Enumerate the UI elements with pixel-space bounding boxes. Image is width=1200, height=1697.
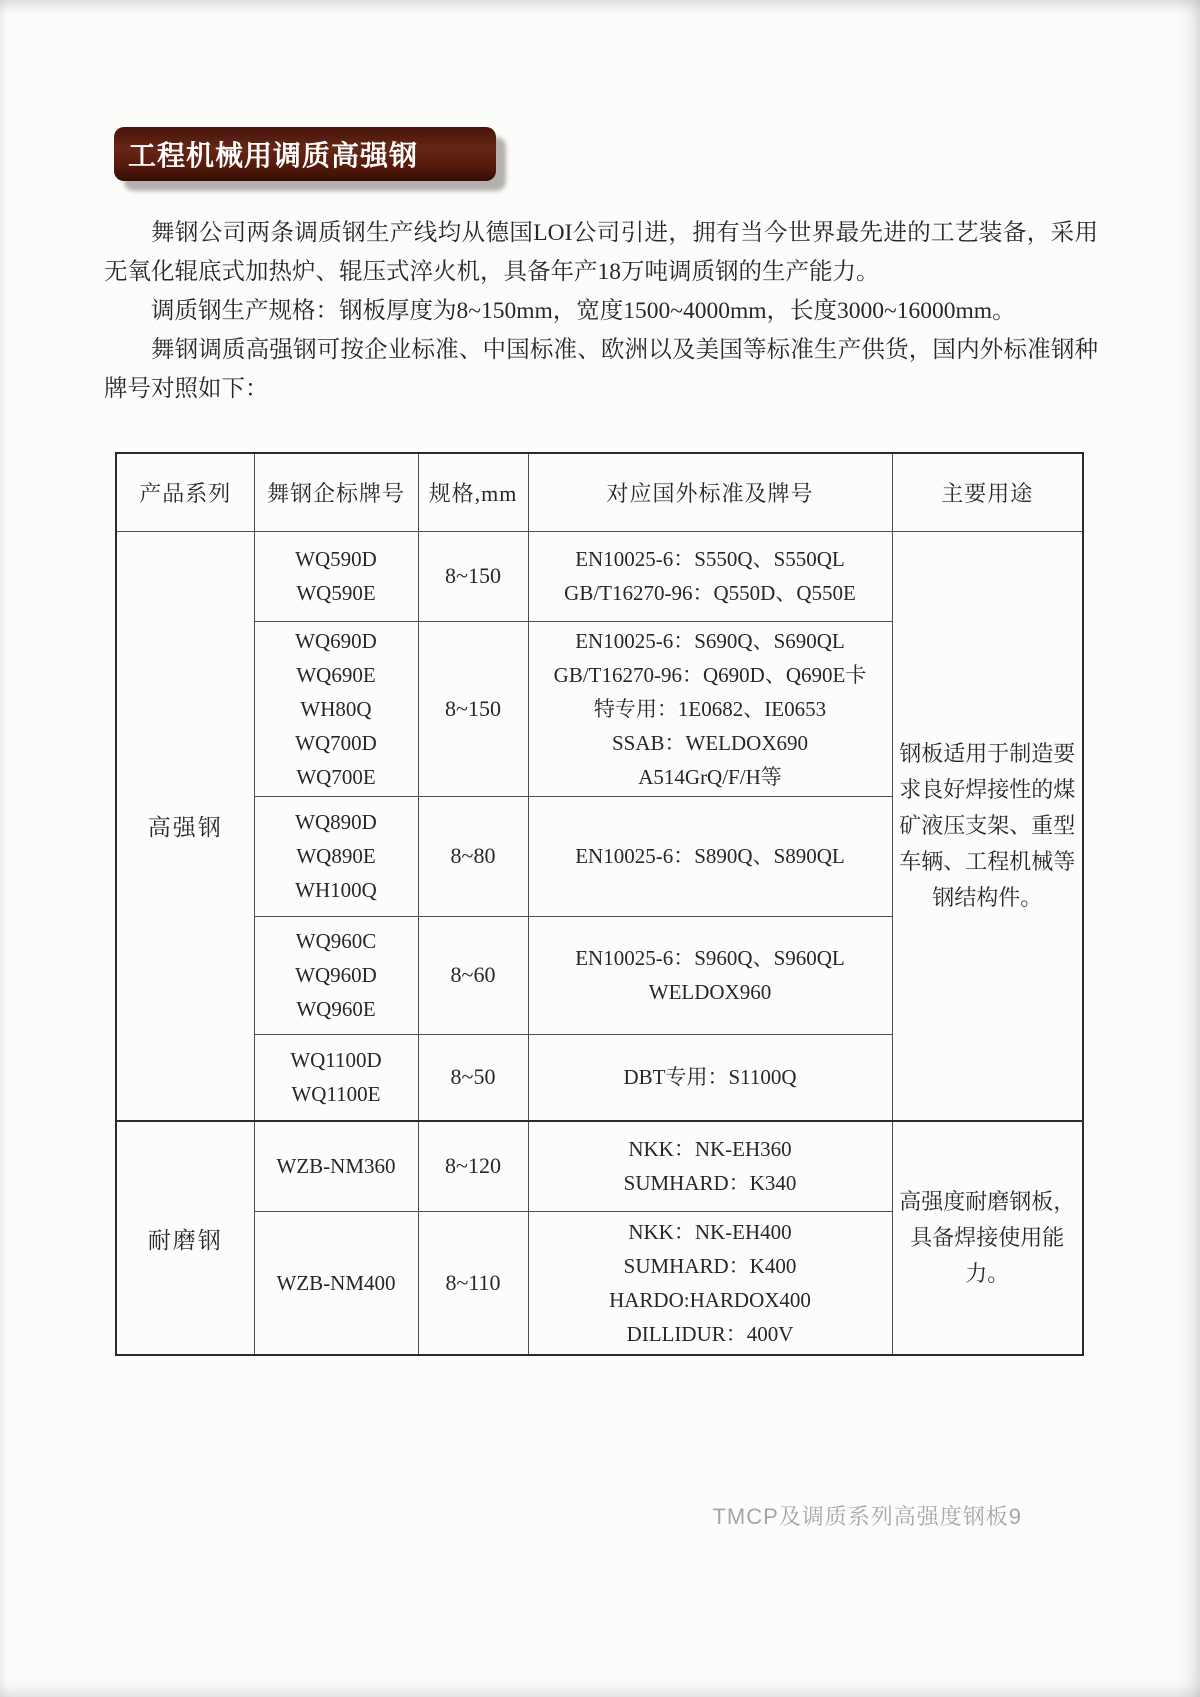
spec-cell: 8~60 [418,916,528,1034]
usage-cell-high-strength: 钢板适用于制造要 求良好焊接性的煤 矿液压支架、重型 车辆、工程机械等 钢结构件。 [892,531,1083,1121]
series-cell-high-strength: 高强钢 [116,531,254,1121]
grades-cell: WQ1100D WQ1100E [254,1034,418,1121]
foreign-standards-cell: EN10025-6：S960Q、S960QL WELDOX960 [528,916,892,1034]
grades-cell: WQ960C WQ960D WQ960E [254,916,418,1034]
spec-cell: 8~120 [418,1121,528,1211]
intro-paragraphs [104,214,1098,409]
paragraph-production-lines: 舞钢公司两条调质钢生产线均从德国LOI公司引进，拥有当今世界最先进的工艺装备，采用无氧化辊底式加热炉、辊压式淬火机，具备年产18万吨调质钢的生产能力。 [104,220,1098,285]
spec-cell: 8~150 [418,531,528,621]
grades-cell: WQ590D WQ590E [254,531,418,621]
spec-cell: 8~50 [418,1034,528,1121]
grades-cell: WZB-NM400 [254,1211,418,1355]
grades-cell: WQ890D WQ890E WH100Q [254,796,418,916]
series-cell-wear-resistant: 耐磨钢 [116,1121,254,1355]
table-header-row [116,453,1083,531]
header-main-usage: 主要用途 [892,453,1083,531]
foreign-standards-cell: EN10025-6：S890Q、S890QL [528,796,892,916]
header-product-series: 产品系列 [116,453,254,531]
table-row-wq590 [116,531,1083,621]
spec-cell: 8~80 [418,796,528,916]
usage-cell-wear-resistant: 高强度耐磨钢板， 具备焊接使用能 力。 [892,1121,1083,1355]
standards-comparison-table [115,452,1084,1356]
section-title: 工程机械用调质高强钢 [128,140,419,171]
paragraph-specifications: 调质钢生产规格：钢板厚度为8~150mm，宽度1500~4000mm，长度3000~16000mm。 [151,298,1016,324]
spec-cell: 8~110 [418,1211,528,1355]
header-spec-mm: 规格,mm [418,453,528,531]
foreign-standards-cell: NKK：NK-EH360 SUMHARD：K340 [528,1121,892,1211]
foreign-standards-cell: EN10025-6：S690Q、S690QL GB/T16270-96：Q690D、Q690E卡 特专用：1E0682、IE0653 SSAB：WELDOX690 A514GrQ/F/H等 [528,621,892,796]
foreign-standards-cell: NKK：NK-EH400 SUMHARD：K400 HARDO:HARDOX400 DILLIDUR：400V [528,1211,892,1355]
section-title-banner [114,127,496,181]
foreign-standards-cell: DBT专用：S1100Q [528,1034,892,1121]
paragraph-standards: 舞钢调质高强钢可按企业标准、中国标准、欧洲以及美国等标准生产供货，国内外标准钢种牌号对照如下： [104,337,1098,402]
foreign-standards-cell: EN10025-6：S550Q、S550QL GB/T16270-96：Q550D、Q550E [528,531,892,621]
grades-cell: WZB-NM360 [254,1121,418,1211]
grades-cell: WQ690D WQ690E WH80Q WQ700D WQ700E [254,621,418,796]
header-wugang-grade: 舞钢企标牌号 [254,453,418,531]
table-row-nm360 [116,1121,1083,1211]
header-foreign-standards: 对应国外标准及牌号 [528,453,892,531]
page-footer: TMCP及调质系列高强度钢板9 [712,1504,1022,1529]
spec-cell: 8~150 [418,621,528,796]
